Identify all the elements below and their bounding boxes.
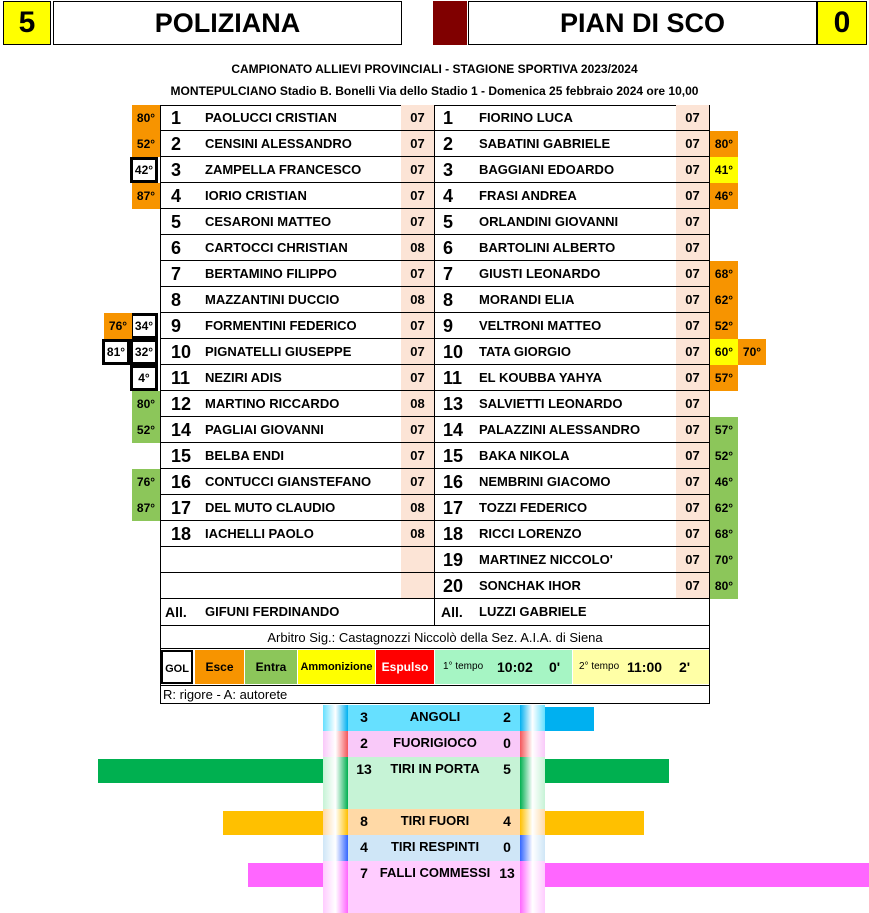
away-stat-value: 0: [503, 735, 511, 751]
birth-year: 08: [401, 287, 434, 312]
home-coach-label: All.: [165, 604, 187, 620]
player-number: 7: [443, 264, 454, 284]
away-player-row: [435, 573, 709, 599]
sub-out-minute: 80°: [132, 105, 160, 131]
away-score: 0: [817, 1, 867, 45]
empty-row: [161, 573, 434, 599]
player-name: PIGNATELLI GIUSEPPE: [205, 344, 352, 359]
championship-title: CAMPIONATO ALLIEVI PROVINCIALI - STAGIONE SPORTIVA 2023/2024: [231, 62, 638, 76]
birth-year: 07: [676, 573, 709, 598]
birth-year: 07: [676, 365, 709, 390]
goal-minute: 34°: [130, 313, 158, 339]
referee: Arbitro Sig.: Castagnozzi Niccolò della Sez. A.I.A. di Siena: [161, 627, 709, 649]
sub-out-minute: 68°: [710, 261, 738, 287]
player-number: 19: [443, 550, 464, 570]
player-name: PAGLIAI GIOVANNI: [205, 422, 324, 437]
legend-esce: Esce: [195, 650, 244, 684]
player-name: MAZZANTINI DUCCIO: [205, 292, 340, 307]
home-stat-value: 2: [360, 735, 368, 751]
birth-year: 07: [676, 443, 709, 468]
home-player-row: [161, 105, 434, 131]
player-number: 18: [171, 524, 192, 544]
notes: R: rigore - A: autorete: [163, 687, 288, 702]
home-stat-value: 4: [360, 839, 368, 855]
player-number: 11: [171, 368, 191, 388]
player-number: 3: [171, 160, 182, 180]
empty-year-cell: [401, 547, 434, 572]
coaches-row: [161, 599, 709, 626]
player-number: 6: [171, 238, 182, 258]
sub-in-minute: 46°: [710, 469, 738, 495]
player-name: BAGGIANI EDOARDO: [479, 162, 615, 177]
empty-year-cell: [401, 573, 434, 598]
away-player-row: [435, 261, 709, 287]
player-number: 5: [171, 212, 182, 232]
player-name: CONTUCCI GIANSTEFANO: [205, 474, 372, 489]
sub-in-minute: 62°: [710, 495, 738, 521]
player-name: FORMENTINI FEDERICO: [205, 318, 357, 333]
home-player-row: [161, 131, 434, 157]
player-number: 12: [171, 394, 192, 414]
player-name: TATA GIORGIO: [479, 344, 571, 359]
player-name: VELTRONI MATTEO: [479, 318, 602, 333]
player-name: ORLANDINI GIOVANNI: [479, 214, 619, 229]
home-player-row: [161, 443, 434, 469]
stat-label: TIRI RESPINTI: [390, 839, 480, 854]
birth-year: 07: [676, 313, 709, 338]
away-player-row: [435, 417, 709, 443]
birth-year: 07: [401, 417, 434, 442]
sub-out-minute: 80°: [710, 131, 738, 157]
player-number: 14: [171, 420, 192, 440]
away-player-row: [435, 521, 709, 547]
player-name: BELBA ENDI: [205, 448, 284, 463]
away-player-row: [435, 469, 709, 495]
player-name: PAOLUCCI CRISTIAN: [205, 110, 337, 125]
birth-year: 07: [401, 183, 434, 208]
away-stat-bar: [544, 811, 644, 835]
player-number: 4: [171, 186, 182, 206]
stat-edge: [520, 731, 545, 757]
sub-in-minute: 52°: [710, 443, 738, 469]
goal-minute: 81°: [102, 339, 130, 365]
second-half-time: 11:00: [627, 659, 663, 675]
sub-out-minute: 62°: [710, 287, 738, 313]
away-coach: LUZZI GABRIELE: [479, 604, 587, 619]
player-name: CARTOCCI CHRISTIAN: [205, 240, 348, 255]
player-number: 9: [171, 316, 182, 336]
yellow-card-minute: 60°: [710, 339, 738, 365]
player-number: 14: [443, 420, 464, 440]
player-name: GIUSTI LEONARDO: [479, 266, 601, 281]
home-player-row: [161, 157, 434, 183]
first-half-extra: 0': [549, 659, 561, 675]
player-name: IORIO CRISTIAN: [205, 188, 307, 203]
player-name: PALAZZINI ALESSANDRO: [479, 422, 641, 437]
home-stat-value: 3: [360, 709, 368, 725]
birth-year: 07: [401, 313, 434, 338]
stat-label: FUORIGIOCO: [393, 735, 477, 750]
player-name: MARTINO RICCARDO: [205, 396, 340, 411]
sub-in-minute: 57°: [710, 417, 738, 443]
venue-date: MONTEPULCIANO Stadio B. Bonelli Via dello Stadio 1 - Domenica 25 febbraio 2024 ore 10,00: [170, 84, 699, 98]
player-number: 6: [443, 238, 454, 258]
sub-out-minute: 76°: [104, 313, 132, 339]
home-player-row: [161, 287, 434, 313]
home-coach: GIFUNI FERDINANDO: [205, 604, 340, 619]
away-player-row: [435, 443, 709, 469]
home-player-row: [161, 261, 434, 287]
stat-edge: [520, 809, 545, 835]
player-number: 2: [171, 134, 182, 154]
player-name: BARTOLINI ALBERTO: [479, 240, 616, 255]
away-player-row: [435, 495, 709, 521]
player-number: 3: [443, 160, 454, 180]
away-player-row: [435, 105, 709, 131]
stat-edge: [323, 809, 348, 835]
player-number: 16: [443, 472, 464, 492]
stat-edge: [520, 861, 545, 913]
away-stat-bar: [544, 863, 869, 887]
home-stat-value: 7: [360, 865, 368, 881]
player-number: 15: [443, 446, 464, 466]
second-half-label: 2° tempo: [579, 661, 620, 672]
player-name: SALVIETTI LEONARDO: [479, 396, 623, 411]
birth-year: 08: [401, 235, 434, 260]
birth-year: 07: [676, 547, 709, 572]
player-name: EL KOUBBA YAHYA: [479, 370, 603, 385]
home-player-row: [161, 339, 434, 365]
legend-gol: GOL: [161, 650, 193, 684]
player-number: 1: [443, 108, 454, 128]
sub-in-minute: 52°: [132, 417, 160, 443]
away-stat-value: 0: [503, 839, 511, 855]
sub-out-minute: 52°: [710, 313, 738, 339]
birth-year: 08: [401, 495, 434, 520]
sub-in-minute: 80°: [132, 391, 160, 417]
player-name: RICCI LORENZO: [479, 526, 582, 541]
player-name: CESARONI MATTEO: [205, 214, 332, 229]
stat-edge: [323, 757, 348, 809]
player-number: 10: [171, 342, 192, 362]
player-name: MORANDI ELIA: [479, 292, 575, 307]
birth-year: 07: [676, 521, 709, 546]
birth-year: 07: [401, 209, 434, 234]
away-stat-value: 4: [503, 813, 511, 829]
sub-in-minute: 80°: [710, 573, 738, 599]
away-coach-label: All.: [441, 604, 463, 620]
player-number: 1: [171, 108, 182, 128]
birth-year: 07: [676, 131, 709, 156]
home-player-row: [161, 417, 434, 443]
sub-out-minute: 57°: [710, 365, 738, 391]
player-name: TOZZI FEDERICO: [479, 500, 588, 515]
away-player-row: [435, 365, 709, 391]
legend-entra: Entra: [245, 650, 297, 684]
birth-year: 07: [401, 443, 434, 468]
away-stat-value: 13: [499, 865, 515, 881]
birth-year: 07: [401, 105, 434, 130]
home-player-row: [161, 209, 434, 235]
birth-year: 07: [676, 235, 709, 260]
player-number: 10: [443, 342, 464, 362]
player-name: NEMBRINI GIACOMO: [479, 474, 611, 489]
birth-year: 07: [676, 339, 709, 364]
sub-out-minute: 52°: [132, 131, 160, 157]
birth-year: 07: [676, 417, 709, 442]
player-name: SABATINI GABRIELE: [479, 136, 611, 151]
away-player-row: [435, 157, 709, 183]
first-half-time: 10:02: [497, 659, 533, 675]
player-number: 5: [443, 212, 454, 232]
birth-year: 07: [676, 209, 709, 234]
goal-minute: 42°: [130, 157, 158, 183]
player-number: 7: [171, 264, 182, 284]
sub-in-minute: 70°: [710, 547, 738, 573]
home-player-row: [161, 521, 434, 547]
stat-label: FALLI COMMESSI: [379, 865, 491, 880]
player-number: 16: [171, 472, 192, 492]
legend-espulso: Espulso: [376, 650, 434, 684]
player-number: 2: [443, 134, 454, 154]
player-number: 8: [171, 290, 182, 310]
player-number: 15: [171, 446, 192, 466]
player-number: 18: [443, 524, 464, 544]
player-number: 4: [443, 186, 454, 206]
away-player-row: [435, 235, 709, 261]
birth-year: 07: [401, 339, 434, 364]
player-number: 11: [443, 368, 463, 388]
birth-year: 07: [676, 287, 709, 312]
birth-year: 07: [676, 469, 709, 494]
stat-edge: [323, 731, 348, 757]
birth-year: 07: [676, 261, 709, 286]
player-name: SONCHAK IHOR: [479, 578, 581, 593]
away-player-row: [435, 209, 709, 235]
home-player-row: [161, 235, 434, 261]
away-player-row: [435, 287, 709, 313]
stat-label: ANGOLI: [409, 709, 461, 724]
away-player-row: [435, 313, 709, 339]
player-number: 17: [171, 498, 192, 518]
legend-ammonizione: Ammonizione: [298, 650, 375, 684]
away-player-row: [435, 131, 709, 157]
player-name: CENSINI ALESSANDRO: [205, 136, 352, 151]
player-name: IACHELLI PAOLO: [205, 526, 314, 541]
birth-year: 07: [676, 495, 709, 520]
stat-edge: [323, 705, 348, 731]
home-player-row: [161, 469, 434, 495]
sub-in-minute: 87°: [132, 495, 160, 521]
away-stat-value: 2: [503, 709, 511, 725]
player-number: 9: [443, 316, 454, 336]
stat-edge: [520, 835, 545, 861]
sub-out-minute: 87°: [132, 183, 160, 209]
player-number: 20: [443, 576, 464, 596]
stat-label: TIRI FUORI: [400, 813, 470, 828]
stat-edge: [520, 705, 545, 731]
away-stat-bar: [544, 759, 669, 783]
first-half-label: 1° tempo: [443, 661, 484, 672]
player-name: BERTAMINO FILIPPO: [205, 266, 337, 281]
goal-minute: 32°: [130, 339, 158, 365]
home-player-row: [161, 183, 434, 209]
stat-edge: [323, 835, 348, 861]
home-player-row: [161, 313, 434, 339]
birth-year: 07: [676, 157, 709, 182]
player-name: MARTINEZ NICCOLO': [479, 552, 613, 567]
birth-year: 07: [401, 157, 434, 182]
birth-year: 07: [401, 469, 434, 494]
yellow-card-minute: 41°: [710, 157, 738, 183]
birth-year: 07: [676, 105, 709, 130]
second-half-box: [573, 650, 709, 684]
player-number: 13: [443, 394, 464, 414]
away-player-row: [435, 547, 709, 573]
home-score: 5: [3, 1, 51, 45]
player-name: FIORINO LUCA: [479, 110, 573, 125]
home-stat-value: 13: [356, 761, 372, 777]
away-team-name: PIAN DI SCO: [468, 1, 817, 45]
birth-year: 07: [401, 261, 434, 286]
away-player-row: [435, 183, 709, 209]
player-name: FRASI ANDREA: [479, 188, 577, 203]
birth-year: 08: [401, 521, 434, 546]
home-team-name: POLIZIANA: [53, 1, 402, 45]
home-color-swatch: [433, 1, 467, 45]
birth-year: 07: [401, 131, 434, 156]
stat-edge: [323, 861, 348, 913]
player-number: 8: [443, 290, 454, 310]
goal-minute: 4°: [130, 365, 158, 391]
birth-year: 07: [676, 183, 709, 208]
home-player-row: [161, 495, 434, 521]
birth-year: 07: [676, 391, 709, 416]
away-stat-value: 5: [503, 761, 511, 777]
away-player-row: [435, 339, 709, 365]
home-stat-value: 8: [360, 813, 368, 829]
sub-out-minute: 46°: [710, 183, 738, 209]
empty-row: [161, 547, 434, 573]
away-player-row: [435, 391, 709, 417]
first-half-box: [435, 650, 572, 684]
player-name: DEL MUTO CLAUDIO: [205, 500, 336, 515]
home-player-row: [161, 391, 434, 417]
birth-year: 08: [401, 391, 434, 416]
home-player-row: [161, 365, 434, 391]
second-half-extra: 2': [679, 659, 691, 675]
stat-edge: [520, 757, 545, 809]
player-name: ZAMPELLA FRANCESCO: [205, 162, 362, 177]
away-stat-bar: [544, 707, 594, 731]
sub-out-minute: 70°: [738, 339, 766, 365]
player-name: BAKA NIKOLA: [479, 448, 570, 463]
player-number: 17: [443, 498, 464, 518]
stat-label: TIRI IN PORTA: [390, 761, 480, 776]
sub-in-minute: 68°: [710, 521, 738, 547]
birth-year: 07: [401, 365, 434, 390]
player-name: NEZIRI ADIS: [205, 370, 282, 385]
sub-in-minute: 76°: [132, 469, 160, 495]
